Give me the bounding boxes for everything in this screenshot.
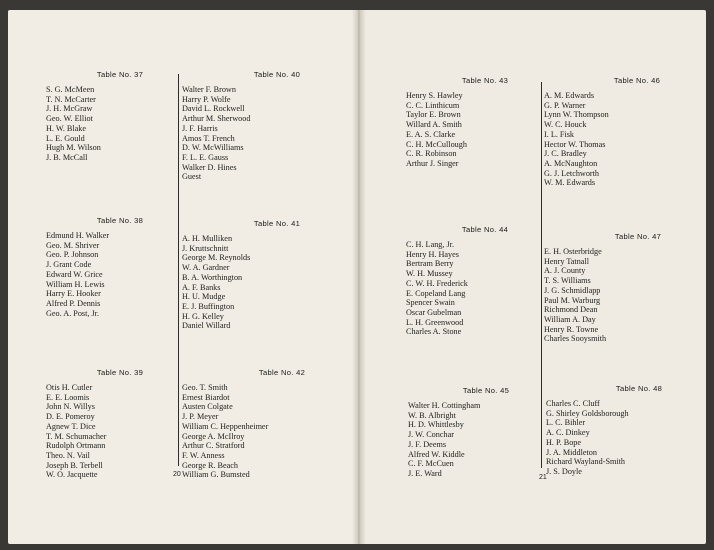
guest-name: Walker D. Hines: [182, 162, 237, 172]
guest-name: G. J. Letchworth: [544, 168, 600, 178]
seating-table: [406, 225, 538, 337]
guest-name: T. S. Williams: [544, 276, 591, 286]
table-title: Table No. 40: [253, 70, 301, 79]
guest-list: [406, 240, 538, 337]
table-title: Table No. 46: [613, 76, 661, 85]
guest-name: Paul M. Warburg: [544, 295, 601, 305]
guest-name: George M. Reynolds: [182, 253, 251, 263]
guest-name: J. F. Harris: [182, 123, 218, 133]
guest-name: I. L. Fisk: [544, 129, 575, 139]
guest-name: L. C. Bihler: [546, 418, 586, 428]
guest-name: F. W. Anness: [182, 450, 225, 460]
guest-name: Spencer Swain: [406, 298, 455, 308]
page-number-left: 20: [173, 471, 181, 478]
guest-name: W. B. Albright: [408, 410, 456, 420]
guest-name: E. E. Loomis: [46, 392, 90, 402]
guest-name: Willard A. Smith: [406, 120, 462, 130]
guest-list: [546, 399, 696, 477]
guest-name: Geo. W. Elliot: [46, 114, 93, 124]
guest-name: Geo. T. Smith: [182, 383, 228, 392]
guest-list: [544, 91, 694, 188]
guest-name: Rudolph Ortmann: [46, 441, 106, 451]
guest-name: Edward W. Grice: [46, 269, 103, 279]
guest-name: J. H. McGraw: [46, 104, 93, 114]
seating-table: [46, 70, 174, 163]
guest-name: David L. Rockwell: [182, 104, 245, 114]
guest-name: Arthur J. Singer: [406, 158, 459, 168]
guest-name: Geo. A. Post, Jr.: [46, 308, 99, 318]
guest-name: F. L. E. Gauss: [182, 152, 229, 162]
seating-table: [46, 368, 174, 480]
guest-name: Agnew T. Dice: [46, 421, 96, 431]
guest-name: Oscar Gubelman: [406, 307, 462, 317]
guest-name: B. A. Worthington: [182, 272, 243, 282]
guest-name: C. C. Linthicum: [406, 100, 460, 110]
guest-name: Walter F. Brown: [182, 85, 236, 94]
guest-name: H. G. Kelley: [182, 311, 224, 321]
guest-name: A. M. Edwards: [544, 91, 595, 100]
guest-name: W. M. Edwards: [544, 178, 596, 188]
guest-name: George A. McIlroy: [182, 431, 245, 441]
guest-name: E. H. Osterbridge: [544, 247, 602, 256]
seating-table: [182, 368, 342, 480]
guest-name: W. A. Gardner: [182, 263, 230, 273]
table-title: Table No. 39: [96, 368, 144, 377]
guest-list: [544, 247, 694, 344]
guest-name: E. Copeland Lang: [406, 288, 466, 298]
guest-name: J. P. Meyer: [182, 412, 219, 422]
seating-table: [182, 70, 332, 182]
guest-name: S. G. McMeen: [46, 85, 95, 94]
guest-list: [406, 91, 538, 169]
guest-list: [182, 234, 332, 331]
table-title: Table No. 48: [615, 384, 663, 393]
guest-name: W. C. Houck: [544, 120, 587, 130]
guest-name: John N. Willys: [46, 402, 95, 412]
seating-table: [544, 76, 694, 188]
guest-name: Arthur M. Sherwood: [182, 114, 251, 124]
guest-name: Lynn W. Thompson: [544, 110, 609, 120]
guest-name: Geo. M. Shriver: [46, 240, 100, 250]
guest-name: C. R. Robinson: [406, 149, 457, 159]
guest-name: J. G. Schmidlapp: [544, 285, 601, 295]
page-number-right: 21: [539, 474, 547, 481]
guest-name: Taylor E. Brown: [406, 110, 461, 120]
guest-name: Hugh M. Wilson: [46, 143, 101, 153]
guest-name: Henry S. Hawley: [406, 91, 463, 100]
guest-name: A. H. Mulliken: [182, 234, 233, 243]
guest-name: J. A. Middleton: [546, 447, 597, 457]
guest-name: Henry H. Hayes: [406, 249, 459, 259]
guest-name: J. E. Ward: [408, 468, 442, 478]
guest-name: D. W. McWilliams: [182, 143, 244, 153]
table-title: Table No. 38: [96, 216, 144, 225]
guest-name: A. McNaughton: [544, 158, 598, 168]
seating-table: [46, 216, 174, 318]
guest-name: H. U. Mudge: [182, 292, 226, 302]
guest-name: Charles C. Cluff: [546, 399, 600, 408]
guest-name: Richard Wayland-Smith: [546, 457, 626, 467]
guest-name: William H. Lewis: [46, 279, 105, 289]
guest-list: [46, 85, 174, 163]
table-title: Table No. 41: [253, 219, 301, 228]
table-title: Table No. 37: [96, 70, 144, 79]
guest-name: E. A. S. Clarke: [406, 129, 456, 139]
guest-name: J. S. Doyle: [546, 466, 582, 476]
guest-name: William C. Heppenheimer: [182, 421, 269, 431]
seating-table: [406, 76, 538, 169]
guest-name: Charles A. Stone: [406, 327, 462, 337]
guest-name: Edmund H. Walker: [46, 231, 110, 240]
guest-name: J. F. Deems: [408, 439, 447, 449]
guest-name: Austen Colgate: [182, 402, 233, 412]
seating-table: [182, 219, 332, 331]
guest-name: Hector W. Thomas: [544, 139, 606, 149]
table-title: Table No. 43: [461, 76, 509, 85]
guest-name: J. Grant Code: [46, 260, 92, 270]
guest-name: Charles Sooysmith: [544, 334, 607, 344]
guest-list: [182, 383, 342, 480]
guest-name: C. H. Lang, Jr.: [406, 240, 454, 249]
guest-list: [182, 85, 332, 182]
guest-list: [46, 231, 174, 318]
guest-name: D. E. Pomeroy: [46, 412, 95, 422]
guest-name: Ernest Biardot: [182, 392, 230, 402]
guest-name: A. C. Dinkey: [546, 428, 590, 438]
guest-name: Alfred P. Dennis: [46, 298, 101, 308]
guest-name: Arthur C. Stratford: [182, 441, 245, 451]
guest-name: William G. Bumsted: [182, 470, 250, 480]
guest-name: C. W. H. Frederick: [406, 278, 468, 288]
guest-name: Guest: [182, 172, 202, 182]
guest-name: William A. Day: [544, 314, 596, 324]
guest-name: C. F. McCuen: [408, 459, 454, 469]
book-gutter: [352, 10, 366, 544]
table-title: Table No. 42: [258, 368, 306, 377]
guest-list: [408, 401, 538, 479]
seating-table: [408, 386, 538, 479]
guest-name: J. Kruttschnitt: [182, 243, 229, 253]
guest-list: [46, 383, 174, 480]
guest-name: Alfred W. Kiddle: [408, 449, 465, 459]
guest-name: T. M. Schumacher: [46, 431, 107, 441]
guest-name: Theo. N. Vail: [46, 450, 90, 460]
guest-name: George R. Beach: [182, 460, 239, 470]
guest-name: Walter H. Cottingham: [408, 401, 481, 410]
guest-name: Amos T. French: [182, 133, 235, 143]
guest-name: Henry R. Towne: [544, 324, 599, 334]
guest-name: J. B. McCall: [46, 152, 88, 162]
guest-name: H. D. Whittlesby: [408, 420, 464, 430]
guest-name: Geo. P. Johnson: [46, 250, 99, 260]
seating-table: [546, 384, 696, 477]
guest-name: L. H. Greenwood: [406, 317, 464, 327]
guest-name: Bertram Berry: [406, 259, 454, 269]
guest-name: L. E. Gould: [46, 133, 85, 143]
guest-name: J. W. Conchar: [408, 430, 454, 440]
guest-name: W. O. Jacquette: [46, 470, 98, 480]
guest-name: A. F. Banks: [182, 282, 221, 292]
guest-name: Joseph B. Terbell: [46, 460, 103, 470]
guest-name: Richmond Dean: [544, 305, 598, 315]
guest-name: G. Shirley Goldsborough: [546, 408, 629, 418]
guest-name: H. P. Bope: [546, 437, 582, 447]
column-rule-left: [178, 74, 179, 466]
table-title: Table No. 45: [462, 386, 510, 395]
guest-name: H. W. Blake: [46, 123, 87, 133]
guest-name: Harry P. Wolfe: [182, 94, 231, 104]
guest-name: A. J. County: [544, 266, 586, 276]
table-title: Table No. 47: [614, 232, 662, 241]
guest-name: E. J. Buffington: [182, 301, 235, 311]
guest-name: G. P. Warner: [544, 100, 586, 110]
guest-name: J. C. Bradley: [544, 149, 587, 159]
table-title: Table No. 44: [461, 225, 509, 234]
guest-name: Harry E. Hooker: [46, 289, 101, 299]
guest-name: Daniel Willard: [182, 321, 231, 331]
guest-name: Otis H. Cutler: [46, 383, 93, 392]
guest-name: W. H. Mussey: [406, 269, 453, 279]
seating-table: [544, 232, 694, 344]
column-rule-right: [541, 82, 542, 468]
guest-name: T. N. McCarter: [46, 94, 96, 104]
guest-name: Henry Tatnall: [544, 256, 589, 266]
guest-name: C. H. McCullough: [406, 139, 467, 149]
